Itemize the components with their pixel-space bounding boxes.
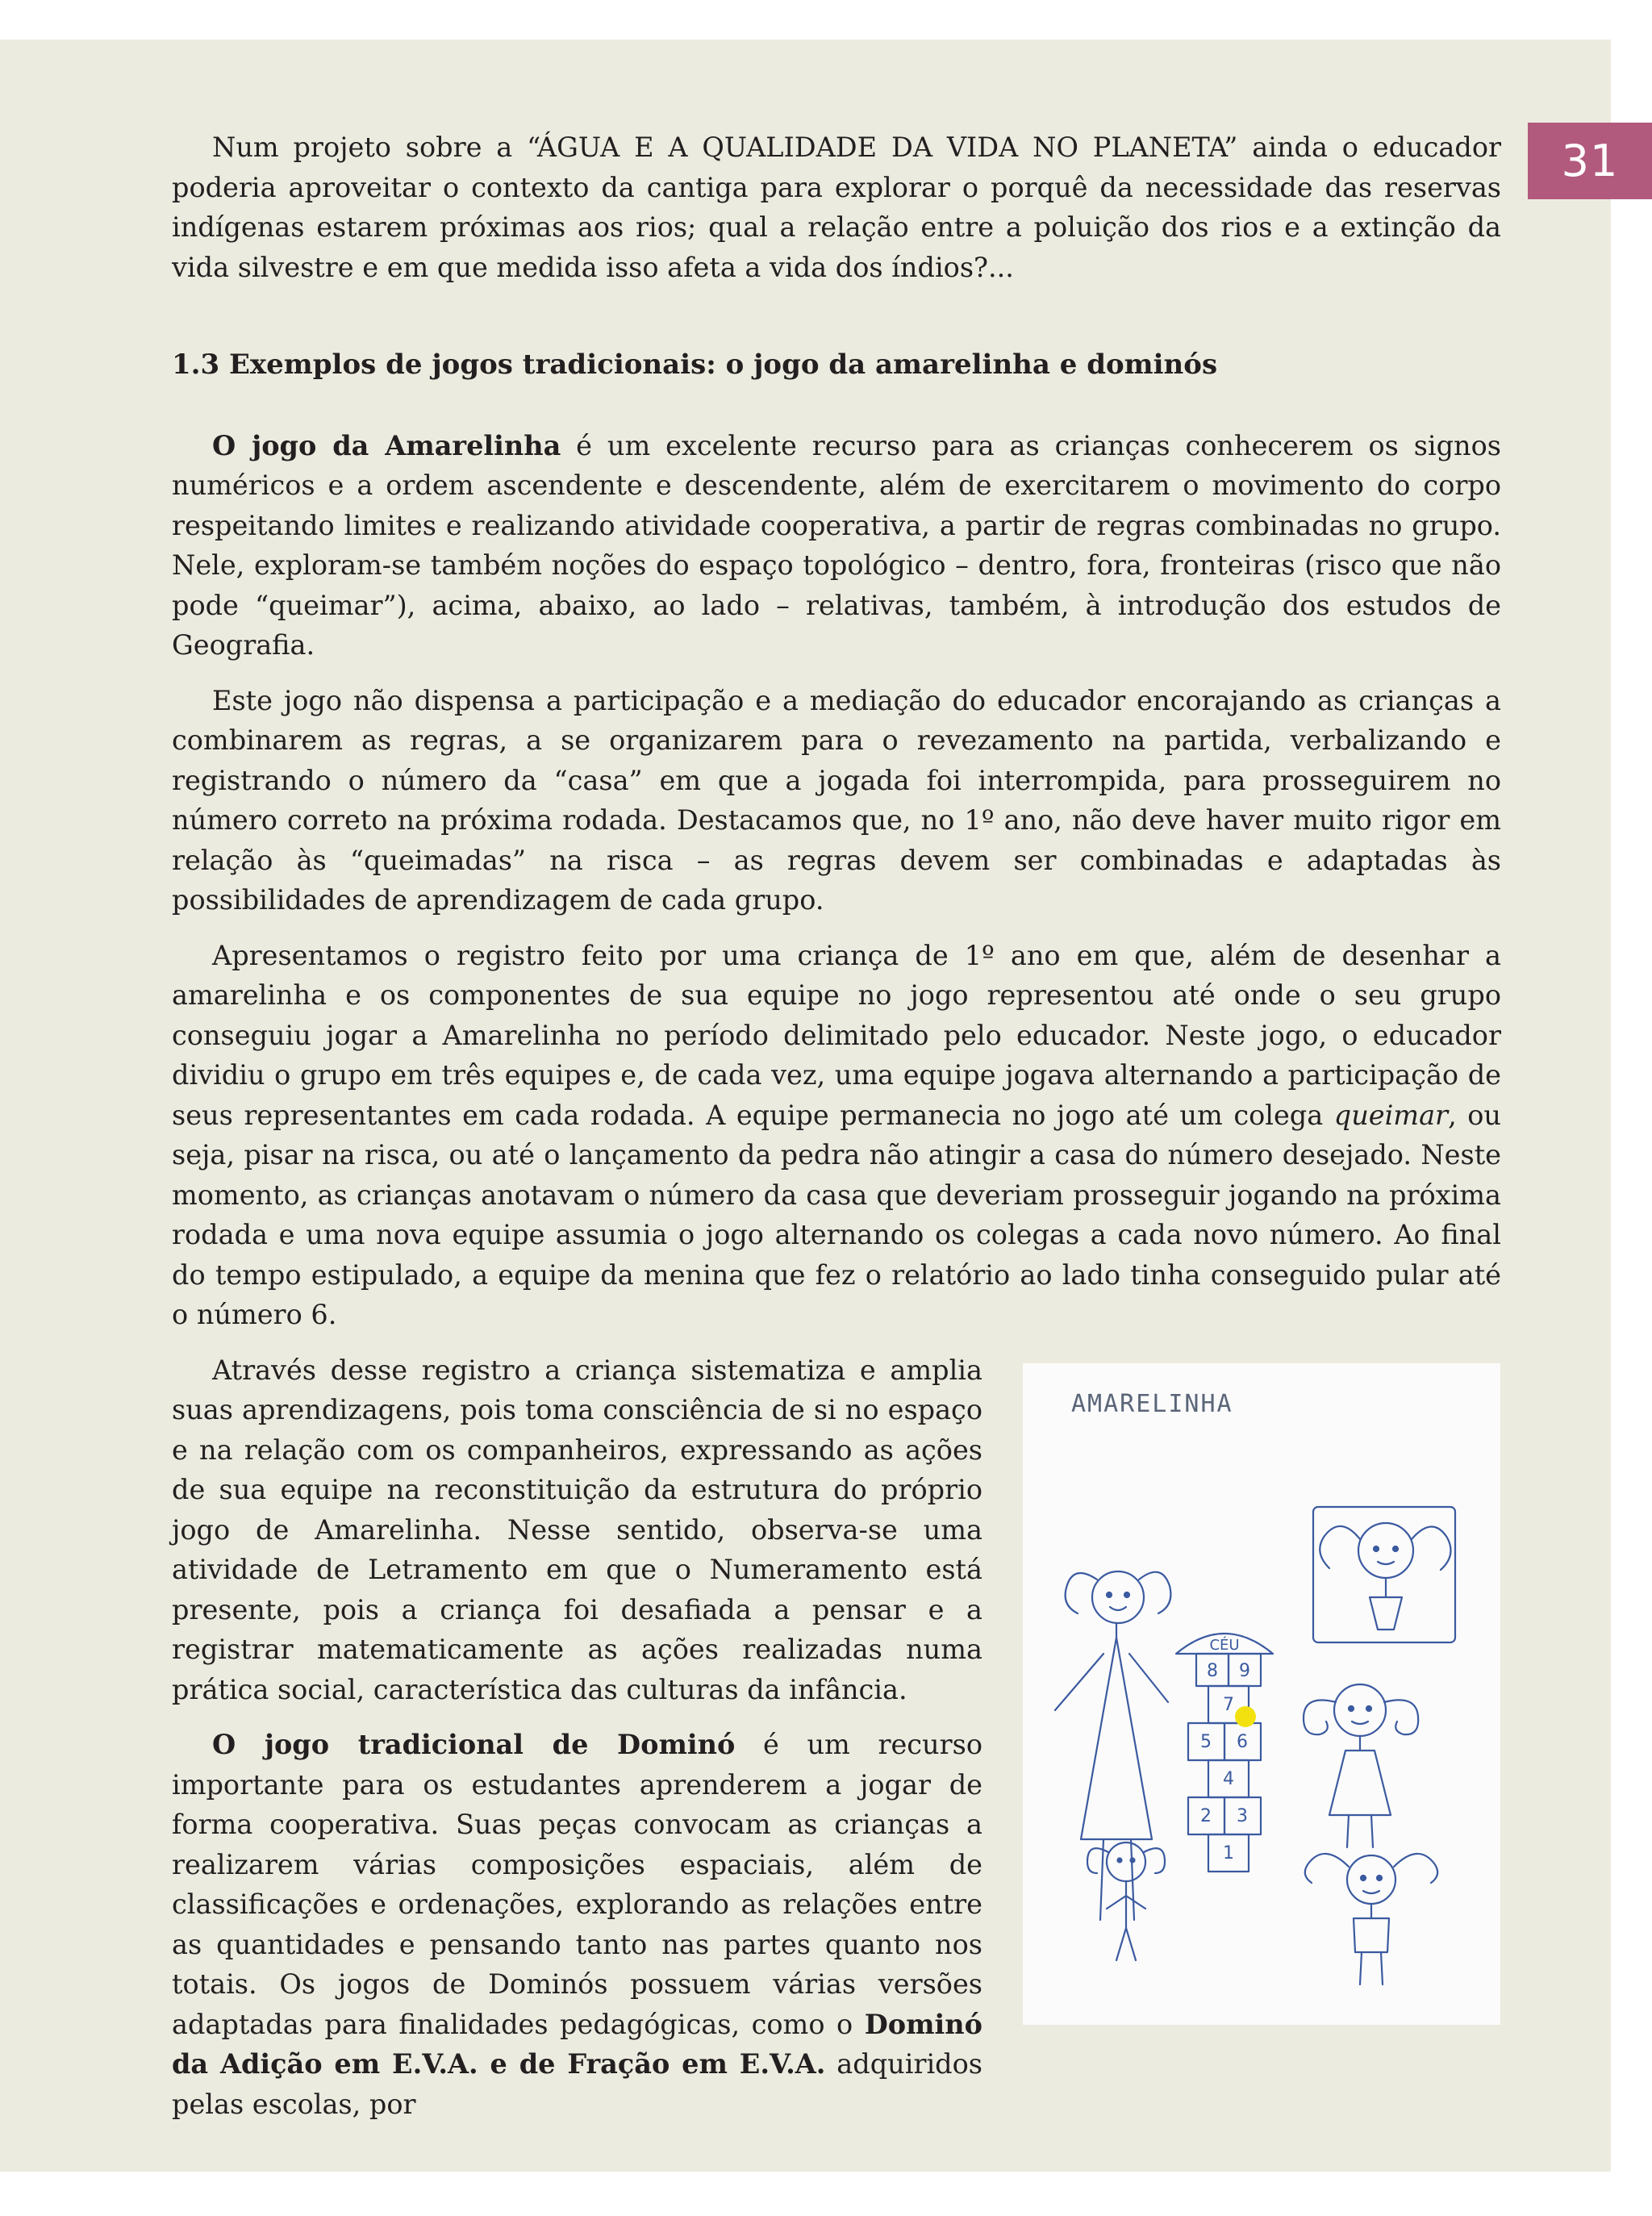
drawn-girl-bottom-right	[1305, 1854, 1437, 1984]
child-drawing	[1023, 1363, 1500, 2025]
apresentamos-italic: queimar	[1333, 1099, 1449, 1131]
apresentamos-text-b: , ou seja, pisar na risca, ou até o lançamento da pedra não atingir a casa do número desejado. Neste momento, as crianças anotavam o número da casa que deveriam prosseguir jogando na próxima rodada e uma nova equipe assumia o jogo alternando os colegas a cada novo número. Ao final do tempo estipulado, a equipe da menina que fez o relatório ao lado tinha conseguido pular até o número 6.	[172, 1099, 1501, 1330]
hopscotch-number: 1	[1223, 1843, 1234, 1863]
amarelinha-text: é um excelente recurso para as crianças conhecerem os signos numéricos e a ordem ascendente e descendente, além de exercitarem o movimento do corpo respeitando limites e realizando atividade cooperativa, a partir de regras combinadas no grupo. Nele, exploram-se também noções do espaço topológico – dentro, fora, fronteiras (risco que não pode “queimar”), acima, abaixo, ao lado – relativas, também, à introdução dos estudos de Geografia.	[172, 429, 1501, 661]
hopscotch-number: 9	[1239, 1661, 1250, 1681]
drawn-girl-left	[1055, 1571, 1170, 1920]
amarelinha-paragraph	[172, 426, 1501, 666]
domino-bold-2: Dominó da Adição em E.V.A. e de Fração em E.V.A.	[172, 2008, 982, 2080]
drawing-title: AMARELINHA	[1071, 1390, 1233, 1418]
atraves-paragraph: Através desse registro a criança sistematiza e amplia suas aprendizagens, pois toma consciência de si no espaço e na relação com os companheiros, expressando as ações de sua equipe na reconstituição da estrutura do próprio jogo de Amarelinha. Nesse sentido, observa-se uma atividade de Letramento em que o Numeramento está presente, pois a criança foi desafiada a pensar e a registrar matematicamente as ações realizadas numa prática social, característica das culturas da infância.	[172, 1354, 982, 1705]
domino-text-b: adquiridos pelas escolas, por	[172, 2048, 982, 2120]
intro-paragraph: Num projeto sobre a “ÁGUA E A QUALIDADE DA VIDA NO PLANETA” ainda o educador poderia aproveitar o contexto da cantiga para explorar o porquê da necessidade das reservas indígenas estarem próximas aos rios; qual a relação entre a poluição dos rios e a extinção da vida silvestre e em que medida isso afeta a vida dos índios?...	[172, 131, 1501, 283]
drawn-girl-middle-right	[1304, 1684, 1418, 1847]
hopscotch-number: 4	[1223, 1769, 1234, 1789]
domino-text-a: é um recurso importante para os estudantes aprenderem a jogar de forma cooperativa. Suas peças convocam as crianças a realizarem várias composições espaciais, além de classificações e ordenações, explorando as relações entre as quantidades e pensando tanto nas partes quanto nos totais. Os jogos de Dominós possuem várias versões adaptadas para finalidades pedagógicas, como o	[172, 1729, 982, 2040]
este-jogo-paragraph: Este jogo não dispensa a participação e a mediação do educador encorajando as crianças a combinarem as regras, a se organizarem para o revezamento na partida, verbalizando e registrando o número da “casa” em que a jogada foi interrompida, para prosseguirem no número correto na próxima rodada. Destacamos que, no 1º ano, não deve haver muito rigor em relação às “queimadas” na risca – as regras devem ser combinadas e adaptadas às possibilidades de aprendizagem de cada grupo.	[172, 684, 1501, 916]
hopscotch-top-label: CÉU	[1209, 1637, 1240, 1654]
hopscotch-number: 5	[1200, 1732, 1212, 1752]
hopscotch-number: 3	[1237, 1806, 1248, 1826]
apresentamos-paragraph	[172, 936, 1501, 1335]
section-heading: 1.3 Exemplos de jogos tradicionais: o jogo da amarelinha e dominós	[172, 348, 1218, 381]
domino-bold: O jogo tradicional de Dominó	[212, 1729, 736, 1760]
stone-marker	[1235, 1706, 1256, 1727]
drawn-hopscotch	[1176, 1634, 1273, 1872]
page-number: 31	[1528, 123, 1652, 199]
hopscotch-number: 7	[1223, 1695, 1234, 1715]
drawn-girl-top-right	[1313, 1507, 1455, 1642]
hopscotch-number: 8	[1207, 1661, 1218, 1681]
child-drawing-figure	[1023, 1363, 1500, 2025]
hopscotch-number: 2	[1200, 1806, 1212, 1826]
drawn-girl-bottom-left	[1087, 1842, 1165, 1960]
hopscotch-number: 6	[1237, 1732, 1248, 1752]
domino-paragraph	[172, 1725, 982, 2124]
amarelinha-bold: O jogo da Amarelinha	[212, 429, 561, 461]
apresentamos-text-a: Apresentamos o registro feito por uma criança de 1º ano em que, além de desenhar a amarelinha e os componentes de sua equipe no jogo representou até onde o seu grupo conseguiu jogar a Amarelinha no período delimitado pelo educador. Neste jogo, o educador dividiu o grupo em três equipes e, de cada vez, uma equipe jogava alternando a participação de seus representantes em cada rodada. A equipe permanecia no jogo até um colega	[172, 939, 1501, 1131]
